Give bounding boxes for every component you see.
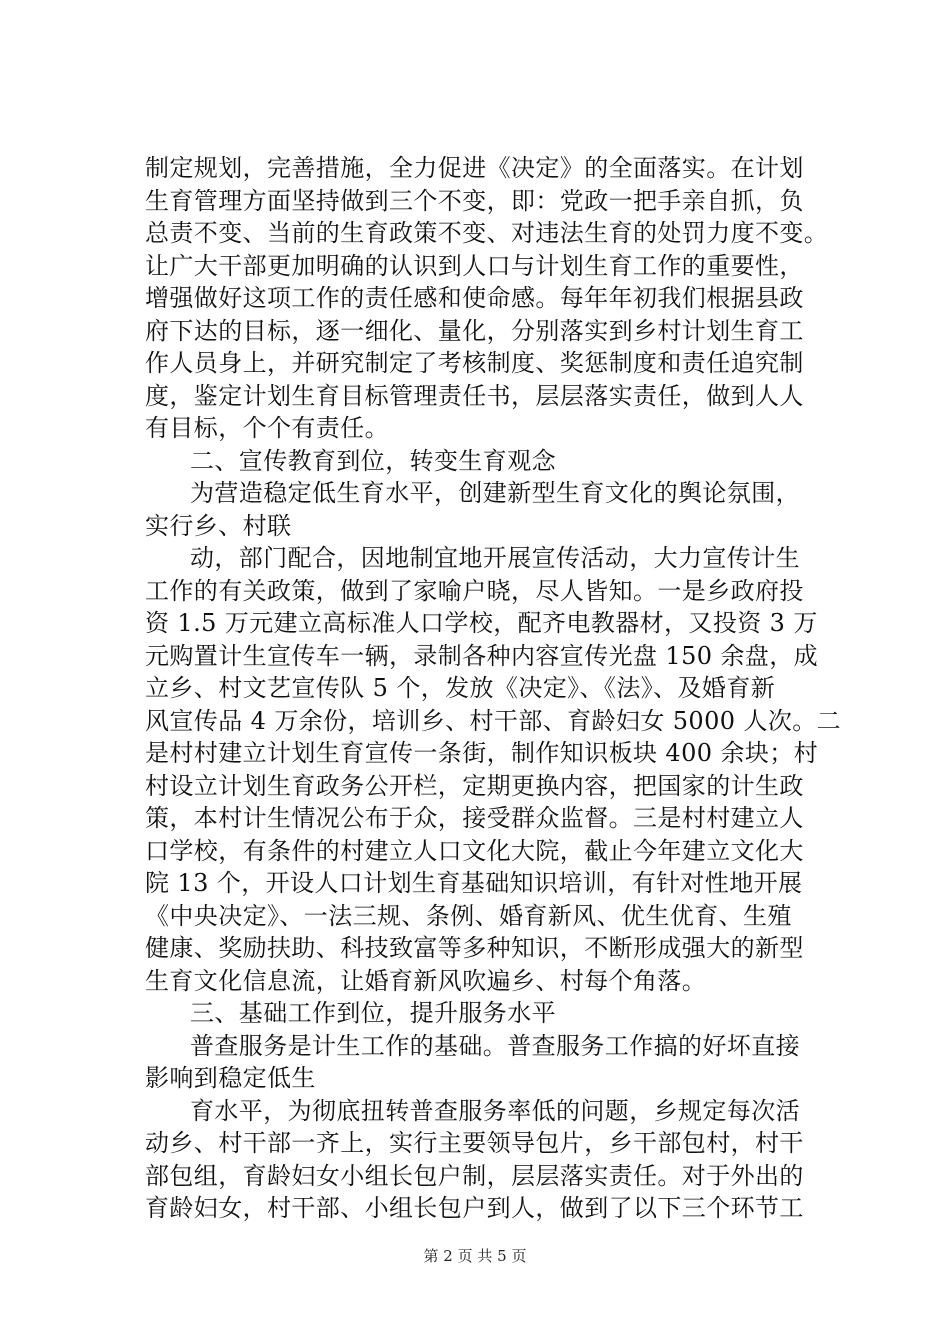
text-line: 育水平，为彻底扭转普查服务率低的问题，乡规定每次活 — [190, 1096, 800, 1125]
text-line: 是村村建立计划生育宣传一条街，制作知识板块 400 余块；村 — [145, 739, 819, 767]
text-line: 育龄妇女，村干部、小组长包户到人，做到了以下三个环节工 — [145, 1194, 804, 1222]
text-line: 增强做好这项工作的责任感和使命感。每年年初我们根据县政 — [145, 284, 804, 312]
text-line: 动，部门配合，因地制宜地开展宣传活动，大力宣传计生 — [190, 544, 800, 572]
text-line: 府下达的目标，逐一细化、量化，分别落实到乡村计划生育工 — [145, 316, 804, 345]
text-line: 二、宣传教育到位，转变生育观念 — [190, 446, 556, 475]
text-line: 元购置计生宣传车一辆，录制各种内容宣传光盘 150 余盘，成 — [145, 641, 819, 670]
text-line: 健康、奖励扶助、科技致富等多种知识，不断形成强大的新型 — [145, 934, 804, 962]
text-line: 实行乡、村联 — [145, 511, 292, 540]
text-line: 口学校，有条件的村建立人口文化大院，截止今年建立文化大 — [145, 836, 804, 865]
text-line: 策，本村计生情况公布于众，接受群众监督。三是村村建立人 — [145, 804, 804, 832]
text-line: 为营造稳定低生育水平，创建新型生育文化的舆论氛围， — [190, 479, 800, 507]
text-line: 生育管理方面坚持做到三个不变，即：党政一把手亲自抓，负 — [145, 186, 804, 215]
text-line: 制定规划，完善措施，全力促进《决定》的全面落实。在计划 — [145, 154, 804, 182]
text-line: 立乡、村文艺宣传队 5 个，发放《决定》、《法》、及婚育新 — [145, 674, 776, 702]
text-line: 院 13 个，开设人口计划生育基础知识培训，有针对性地开展 — [145, 869, 803, 897]
text-line: 《中央决定》、一法三规、条例、婚育新风、优生优育、生殖 — [145, 901, 792, 930]
text-line: 作人员身上，并研究制定了考核制度、奖惩制度和责任追究制 — [145, 349, 804, 377]
text-line: 影响到稳定低生 — [145, 1064, 316, 1092]
text-line: 部包组，育龄妇女小组长包户制，层层落实责任。对于外出的 — [145, 1161, 804, 1190]
text-line: 动乡、村干部一齐上，实行主要领导包片，乡干部包村，村干 — [145, 1129, 804, 1157]
page-footer: 第 2 页 共 5 页 — [423, 1247, 527, 1265]
text-line: 资 1.5 万元建立高标准人口学校，配齐电教器材，又投资 3 万 — [145, 609, 818, 637]
text-line: 让广大干部更加明确的认识到人口与计划生育工作的重要性， — [145, 251, 804, 280]
text-line: 三、基础工作到位，提升服务水平 — [190, 999, 556, 1027]
document-body — [145, 152, 845, 1225]
text-line: 村设立计划生育政务公开栏，定期更换内容，把国家的计生政 — [145, 771, 804, 800]
text-line: 工作的有关政策，做到了家喻户晓，尽人皆知。一是乡政府投 — [145, 576, 804, 605]
text-line: 生育文化信息流，让婚育新风吹遍乡、村每个角落。 — [145, 966, 707, 995]
text-line: 度，鉴定计划生育目标管理责任书，层层落实责任，做到人人 — [145, 381, 804, 410]
text-line: 普查服务是计生工作的基础。普查服务工作搞的好坏直接 — [190, 1031, 800, 1060]
text-line: 风宣传品 4 万余份，培训乡、村干部、育龄妇女 5000 人次。二 — [145, 706, 842, 735]
text-line: 有目标，个个有责任。 — [145, 414, 389, 442]
text-line: 总责不变、当前的生育政策不变、对违法生育的处罚力度不变。 — [145, 219, 829, 247]
